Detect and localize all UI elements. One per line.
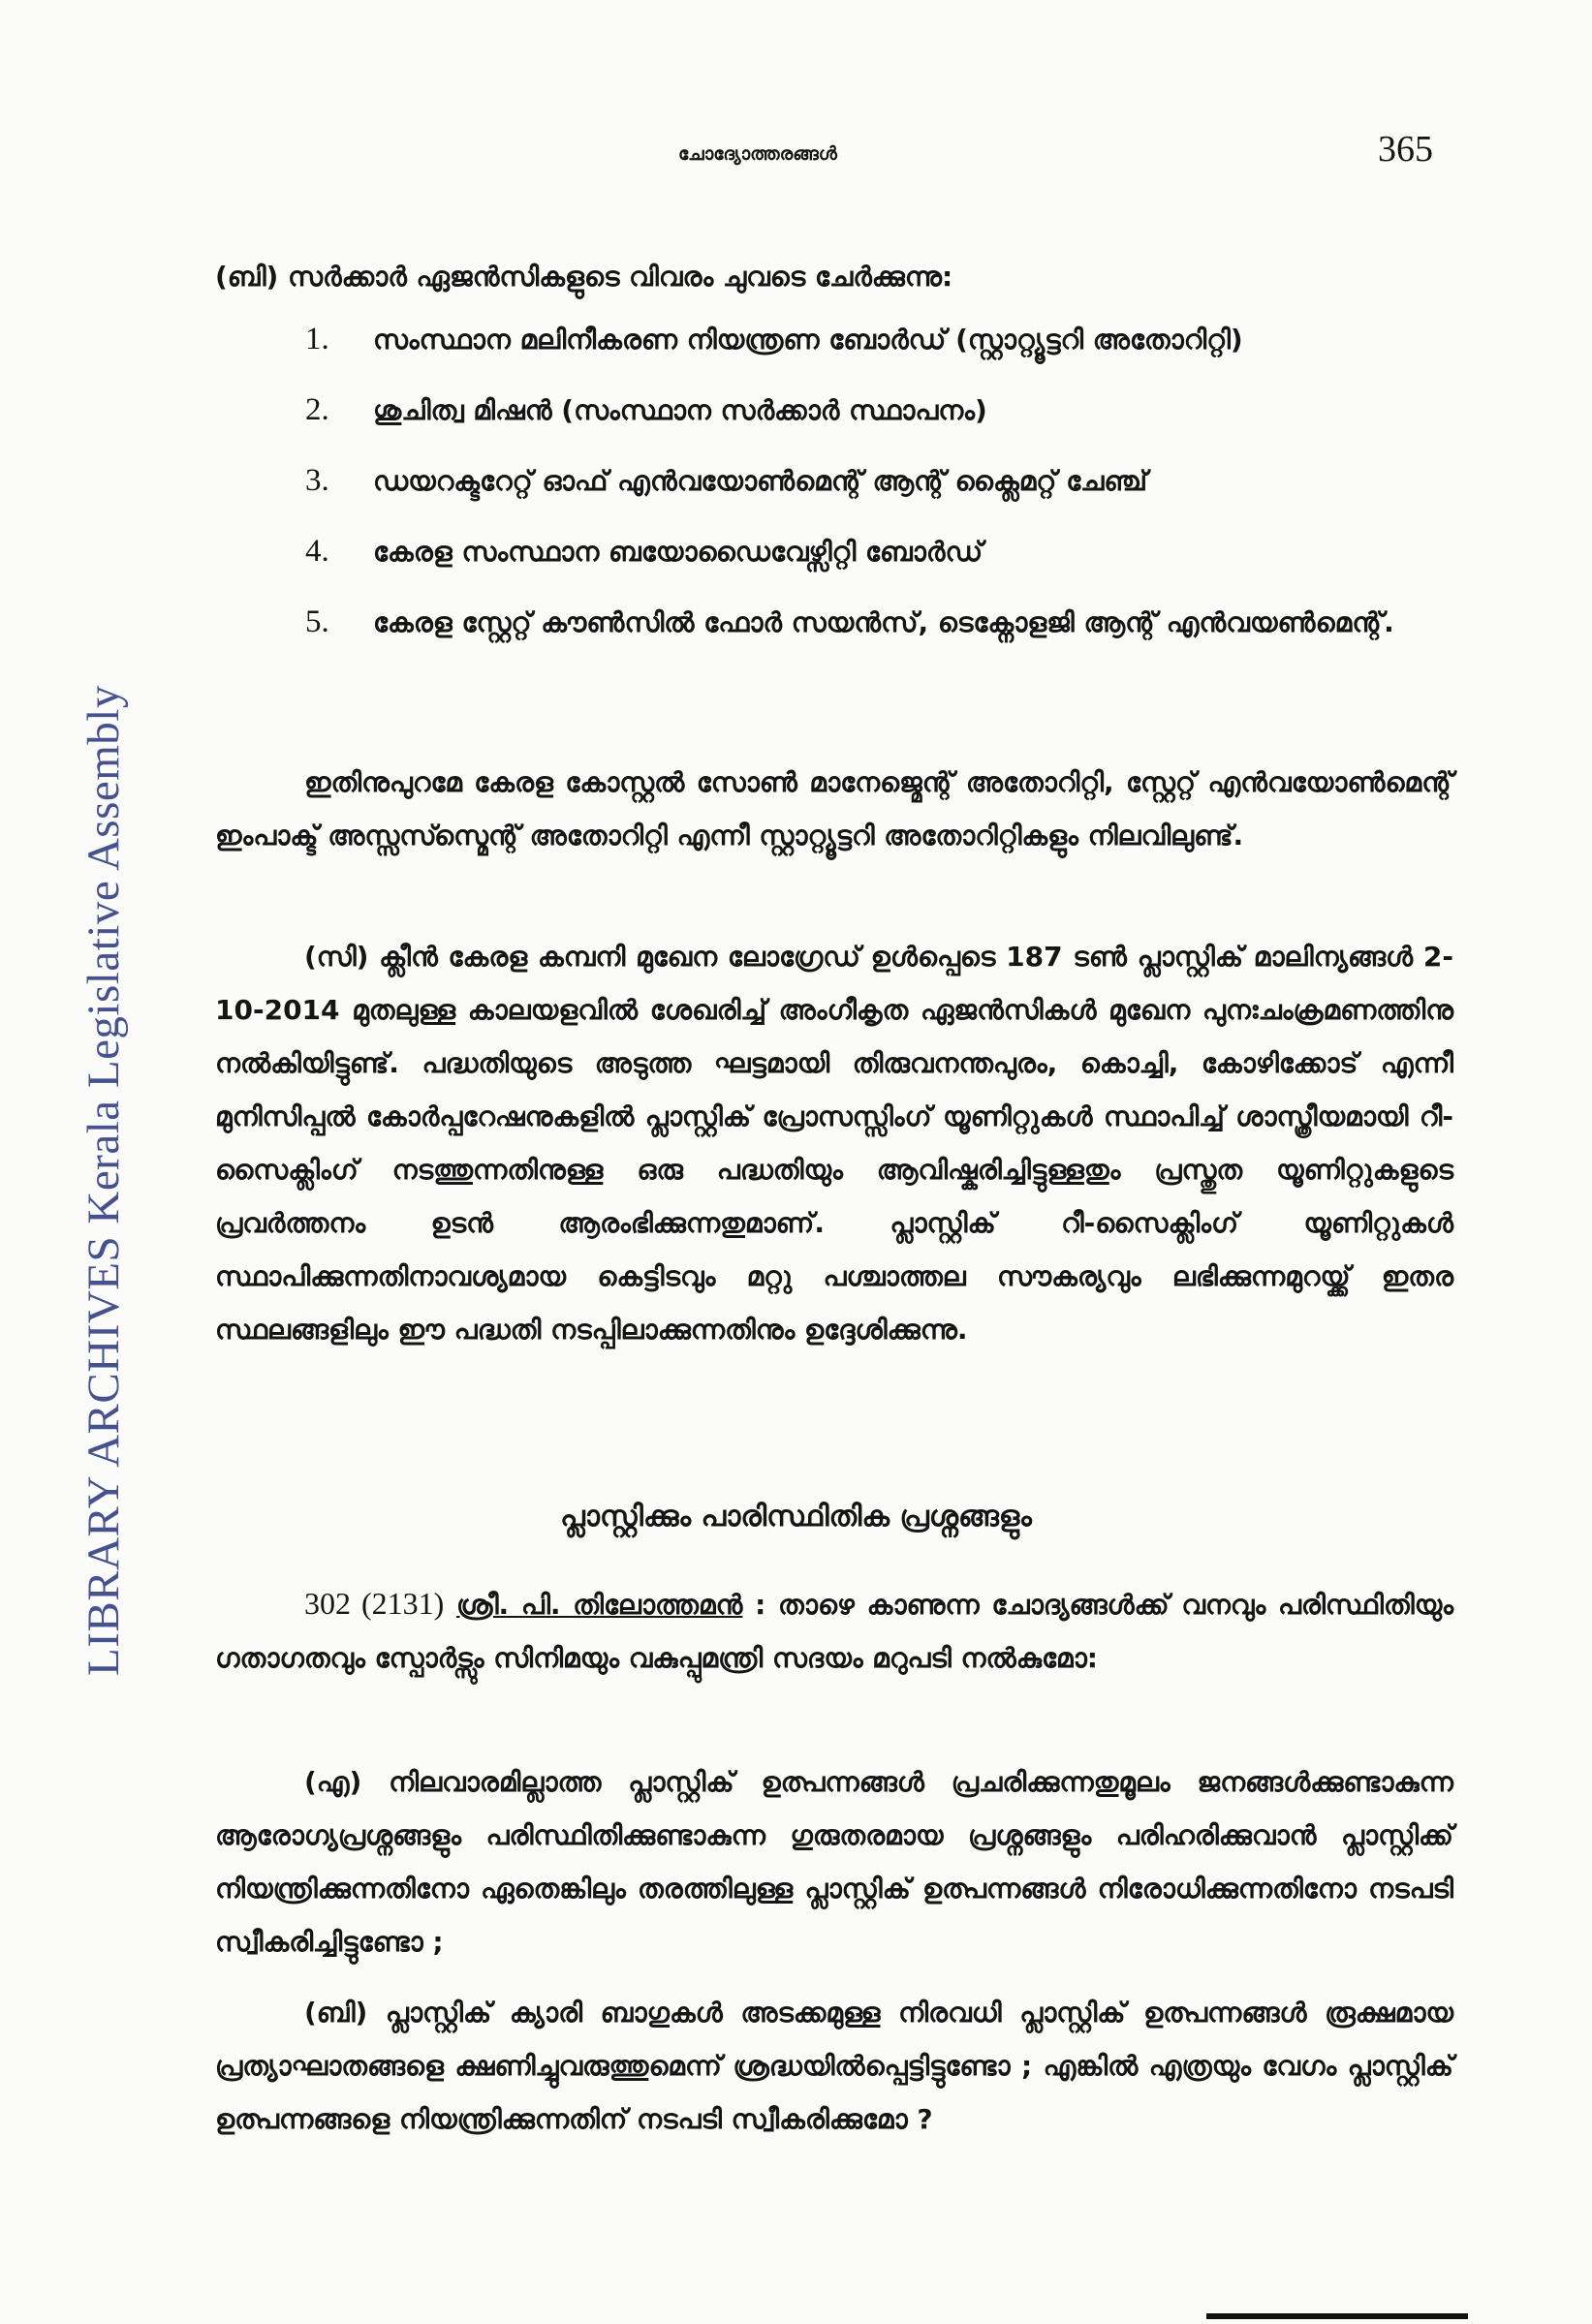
list-item-text: ശുചിത്വ മിഷൻ (സംസ്ഥാന സർക്കാർ സ്ഥാപനം)	[373, 394, 987, 426]
list-item-number: 5.	[305, 604, 329, 639]
list-item-number: 4.	[305, 534, 329, 569]
list-item-text: കേരള സംസ്ഥാന ബയോഡൈവേഴ്സിറ്റി ബോർഡ്	[373, 536, 983, 568]
list-item	[305, 313, 1453, 366]
question-intro-text: : താഴെ കാണുന്ന ചോദ്യങ്ങൾക്ക് വനവും പരിസ്ഥിതിയും ഗതാഗതവും സ്പോർട്സും സിനിമയും വകുപ്പുമന്ത്രി സദയം മറുപടി നൽകുമോ:	[215, 1589, 1454, 1674]
question-intro	[215, 1577, 1453, 1685]
list-item-text: സംസ്ഥാന മലിനീകരണ നിയന്ത്രണ ബോർഡ് (സ്റ്റാറ്റ്യൂട്ടറി അതോറിറ്റി)	[373, 324, 1243, 356]
list-item-number: 3.	[305, 463, 329, 498]
agency-list	[305, 313, 1453, 666]
list-item	[305, 384, 1453, 437]
section-c-paragraph: (സി) ക്ലീൻ കേരള കമ്പനി മുഖേന ലോഗ്രേഡ് ഉൾപ്പെടെ 187 ടൺ പ്ലാസ്റ്റിക് മാലിന്യങ്ങൾ 2-10-2014 മുതലുള്ള കാലയളവിൽ ശേഖരിച്ച് അംഗീകൃത ഏജൻസികൾ മുഖേന പുനഃചംക്രമണത്തിനു നൽകിയിട്ടുണ്ട്. പദ്ധതിയുടെ അടുത്ത ഘട്ടമായി തിരുവനന്തപുരം, കൊച്ചി, കോഴിക്കോട് എന്നീ മുനിസിപ്പൽ കോർപ്പറേഷനുകളിൽ പ്ലാസ്റ്റിക് പ്രോസസ്സിംഗ് യൂണിറ്റുകൾ സ്ഥാപിച്ച് ശാസ്ത്രീയമായി റീ-സൈക്ലിംഗ് നടത്തുന്നതിനുള്ള ഒരു പദ്ധതിയും ആവിഷ്കരിച്ചിട്ടുള്ളതും പ്രസ്തുത യൂണിറ്റുകളുടെ പ്രവർത്തനം ഉടൻ ആരംഭിക്കുന്നതുമാണ്. പ്ലാസ്റ്റിക് റീ-സൈക്ലിംഗ് യൂണിറ്റുകൾ സ്ഥാപിക്കുന്നതിനാവശ്യമായ കെട്ടിടവും മറ്റു പശ്ചാത്തല സൗകര്യവും ലഭിക്കുന്നമുറയ്ക്ക് ഇതര സ്ഥലങ്ങളിലും ഈ പദ്ധതി നടപ്പിലാക്കുന്നതിനും ഉദ്ദേശിക്കുന്നു.	[215, 941, 1453, 1346]
footer-rule	[1206, 2313, 1468, 2319]
list-item	[305, 596, 1453, 649]
member-name: ശ്രീ. പി. തിലോത്തമൻ	[456, 1589, 743, 1621]
list-item-text: ഡയറക്ടറേറ്റ് ഓഫ് എൻവയോൺമെന്റ് ആന്റ് ക്ലൈമറ്റ് ചേഞ്ച്	[373, 465, 1148, 497]
running-header: ചോദ്യോത്തരങ്ങൾ	[678, 143, 837, 165]
list-item-number: 2.	[305, 392, 329, 427]
list-item	[305, 525, 1453, 578]
question-heading: പ്ലാസ്റ്റിക്കും പാരിസ്ഥിതിക പ്രശ്നങ്ങളും	[560, 1500, 1032, 1534]
section-b-intro: (ബി) സർക്കാർ ഏജൻസികളുടെ വിവരം ചുവടെ ചേർക്കുന്നു:	[215, 261, 953, 293]
list-item-number: 1.	[305, 322, 329, 356]
list-item-text: കേരള സ്റ്റേറ്റ് കൗൺസിൽ ഫോർ സയൻസ്, ടെക്നോളജി ആന്റ് എൻവയൺമെന്റ്.	[373, 606, 1394, 638]
list-item	[305, 454, 1453, 508]
question-a: (എ) നിലവാരമില്ലാത്ത പ്ലാസ്റ്റിക് ഉത്പന്നങ്ങൾ പ്രചരിക്കുന്നതുമൂലം ജനങ്ങൾക്കുണ്ടാകുന്ന ആരോഗ്യപ്രശ്നങ്ങളും പരിസ്ഥിതിക്കുണ്ടാകുന്ന ഗുരുതരമായ പ്രശ്നങ്ങളും പരിഹരിക്കുവാൻ പ്ലാസ്റ്റിക്ക് നിയന്ത്രിക്കുന്നതിനോ ഏതെങ്കിലും തരത്തിലുള്ള പ്ലാസ്റ്റിക് ഉത്പന്നങ്ങൾ നിരോധിക്കുന്നതിനോ നടപടി സ്വീകരിച്ചിട്ടുണ്ടോ ;	[215, 1766, 1453, 1958]
question-b: (ബി) പ്ലാസ്റ്റിക് ക്യാരി ബാഗുകൾ അടക്കമുള്ള നിരവധി പ്ലാസ്റ്റിക് ഉത്പന്നങ്ങൾ രൂക്ഷമായ പ്രത്യാഘാതങ്ങളെ ക്ഷണിച്ചുവരുത്തുമെന്ന് ശ്രദ്ധയിൽപ്പെട്ടിട്ടുണ്ടോ ; എങ്കിൽ എത്രയും വേഗം പ്ലാസ്റ്റിക് ഉത്പന്നങ്ങളെ നിയന്ത്രിക്കുന്നതിന് നടപടി സ്വീകരിക്കുമോ ?	[215, 1997, 1453, 2135]
library-archives-watermark: LIBRARY ARCHIVES Kerala Legislative Assembly	[78, 685, 129, 1676]
question-number: 302 (2131)	[304, 1586, 445, 1621]
page-number: 365	[1378, 129, 1433, 170]
statutory-authorities-paragraph: ഇതിനുപുറമേ കേരള കോസ്റ്റൽ സോൺ മാനേജ്മെന്റ് അതോറിറ്റി, സ്റ്റേറ്റ് എൻവയോൺമെന്റ് ഇംപാക്ട് അസ്സസ്സ്മെന്റ് അതോറിറ്റി എന്നീ സ്റ്റാറ്റ്യൂട്ടറി അതോറിറ്റികളും നിലവിലുണ്ട്.	[215, 766, 1453, 852]
